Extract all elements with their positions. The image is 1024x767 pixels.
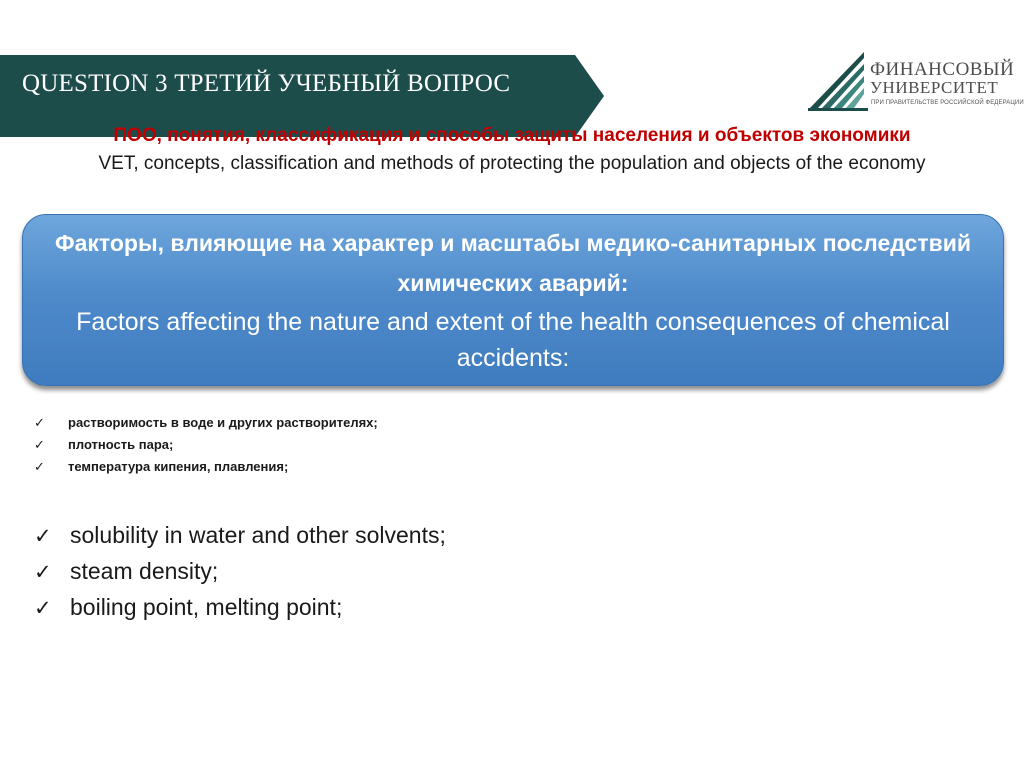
checkmark-icon: ✓ [34, 597, 52, 620]
subtitle-en: VET, concepts, classification and methods of protecting the population and objects of the economy [98, 153, 926, 174]
logo-emblem-icon [808, 50, 868, 112]
list-item: ✓ температура кипения, плавления; [34, 456, 378, 478]
factors-box [22, 214, 1004, 386]
checkmark-icon: ✓ [34, 415, 45, 430]
subtitle [0, 123, 1024, 179]
list-item: ✓ растворимость в воде и других растворителях; [34, 412, 378, 434]
checkmark-icon: ✓ [34, 561, 52, 584]
logo-line-3: ПРИ ПРАВИТЕЛЬСТВЕ РОССИЙСКОЙ ФЕДЕРАЦИИ [871, 100, 1024, 106]
checkmark-icon: ✓ [34, 437, 45, 452]
list-item: ✓ плотность пара; [34, 434, 378, 456]
logo-line-2: УНИВЕРСИТЕТ [870, 78, 999, 97]
list-item: ✓ steam density; [34, 554, 446, 590]
logo-line-1: ФИНАНСОВЫЙ [870, 59, 1015, 80]
checkmark-icon: ✓ [34, 459, 45, 474]
factor-list-ru [34, 412, 378, 478]
checkmark-icon: ✓ [34, 525, 52, 548]
list-item: ✓ solubility in water and other solvents; [34, 518, 446, 554]
factors-heading-en: Factors affecting the nature and extent of the health consequences of chemical accidents: [76, 308, 950, 372]
university-logo [808, 50, 1024, 112]
factor-list-en [34, 518, 446, 626]
subtitle-ru: ПОО, понятия, классификация и способы защиты населения и объектов экономики [113, 125, 911, 146]
factors-heading-ru: Факторы, влияющие на характер и масштабы медико-санитарных последствий химических аварий: [54, 230, 972, 296]
list-item: ✓ boiling point, melting point; [34, 590, 446, 626]
slide-title: QUESTION 3 ТРЕТИЙ УЧЕБНЫЙ ВОПРОС [22, 70, 511, 97]
